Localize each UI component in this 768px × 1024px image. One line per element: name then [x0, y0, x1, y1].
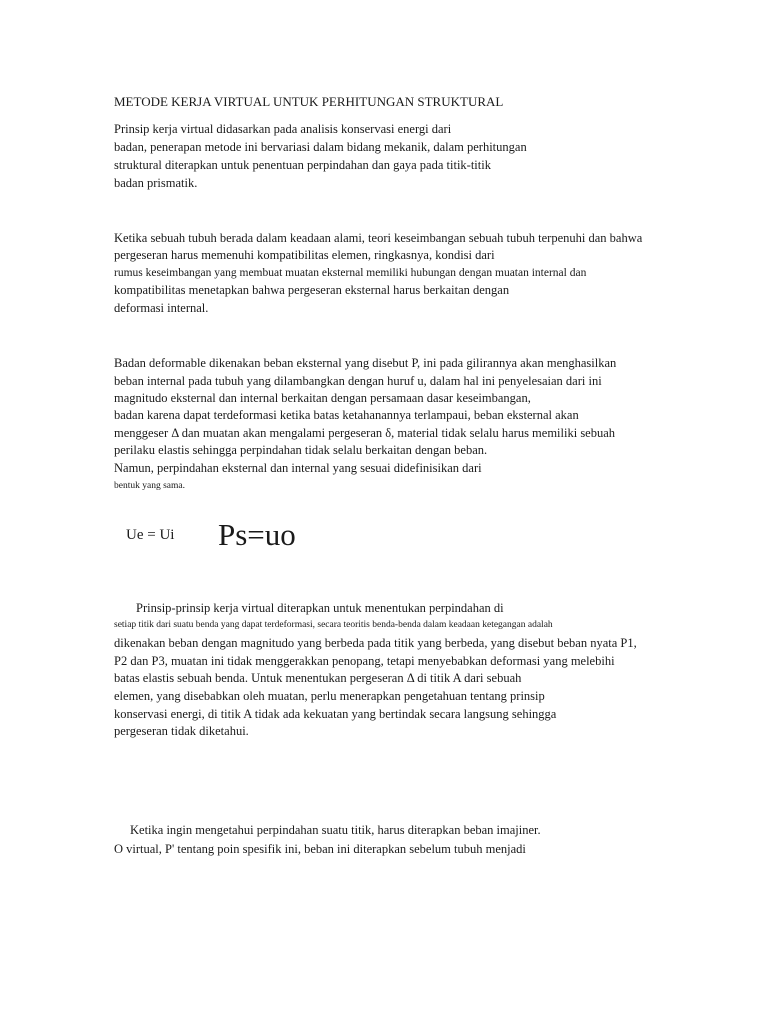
paragraph-4-line: elemen, yang disebabkan oleh muatan, perlu menerapkan pengetahuan tentang prinsip	[114, 689, 545, 703]
paragraph-1-line: struktural diterapkan untuk penentuan perpindahan dan gaya pada titik-titik	[114, 158, 491, 172]
paragraph-3-line: Namun, perpindahan eksternal dan internal yang sesuai didefinisikan dari	[114, 461, 482, 475]
document-title: METODE KERJA VIRTUAL UNTUK PERHITUNGAN STRUKTURAL	[114, 94, 504, 109]
paragraph-3-line: perilaku elastis sehingga perpindahan tidak selalu berkaitan dengan beban.	[114, 443, 488, 457]
paragraph-1-line: badan, penerapan metode ini bervariasi dalam bidang mekanik, dalam perhitungan	[114, 140, 527, 154]
paragraph-3-line: magnitudo eksternal dan internal berkaitan dengan persamaan dasar keseimbangan,	[114, 391, 531, 405]
paragraph-4-line: konservasi energi, di titik A tidak ada kekuatan yang bertindak secara langsung sehingga	[114, 707, 557, 721]
paragraph-4-line: dikenakan beban dengan magnitudo yang berbeda pada titik yang berbeda, yang disebut beban nyata P1,	[114, 636, 637, 650]
paragraph-3-line: Badan deformable dikenakan beban eksternal yang disebut P, ini pada gilirannya akan menghasilkan	[114, 356, 617, 370]
paragraph-1-line: badan prismatik.	[114, 176, 198, 190]
paragraph-3-line: badan karena dapat terdeformasi ketika batas ketahanannya terlampaui, beban eksternal akan	[114, 408, 579, 422]
paragraph-2-line: deformasi internal.	[114, 301, 209, 315]
paragraph-2-line: rumus keseimbangan yang membuat muatan eksternal memiliki hubungan dengan muatan internal dan	[114, 267, 587, 279]
paragraph-4-line: batas elastis sebuah benda. Untuk menentukan pergeseran Δ di titik A dari sebuah	[114, 671, 522, 685]
paragraph-3-line: beban internal pada tubuh yang dilambangkan dengan huruf u, dalam hal ini penyelesaian dari ini	[114, 374, 602, 388]
paragraph-5-line: O virtual, P' tentang poin spesifik ini, beban ini diterapkan sebelum tubuh menjadi	[114, 842, 526, 856]
paragraph-2-line: kompatibilitas menetapkan bahwa pergeseran eksternal harus berkaitan dengan	[114, 283, 510, 297]
paragraph-4-line: Prinsip-prinsip kerja virtual diterapkan untuk menentukan perpindahan di	[136, 601, 504, 615]
equation-work: Ps=uo	[218, 517, 296, 552]
paragraph-2-line: pergeseran harus memenuhi kompatibilitas elemen, ringkasnya, kondisi dari	[114, 248, 495, 262]
paragraph-5-line: Ketika ingin mengetahui perpindahan suatu titik, harus diterapkan beban imajiner.	[130, 823, 541, 837]
paragraph-4-line: setiap titik dari suatu benda yang dapat terdeformasi, secara teoritis benda-benda dalam keadaan ketegangan adalah	[114, 620, 553, 630]
paragraph-4-line: pergeseran tidak diketahui.	[114, 724, 249, 738]
paragraph-3-line: bentuk yang sama.	[114, 481, 185, 491]
paragraph-4-line: P2 dan P3, muatan ini tidak menggerakkan penopang, tetapi menyebabkan deformasi yang melebihi	[114, 654, 615, 668]
paragraph-1-line: Prinsip kerja virtual didasarkan pada analisis konservasi energi dari	[114, 122, 452, 136]
paragraph-3-line: menggeser Δ dan muatan akan mengalami pergeseran δ, material tidak selalu harus memiliki sebuah	[114, 426, 616, 440]
equation-energy: Ue = Ui	[126, 527, 175, 543]
paragraph-2-line: Ketika sebuah tubuh berada dalam keadaan alami, teori keseimbangan sebuah tubuh terpenuhi dan bahwa	[114, 231, 643, 245]
